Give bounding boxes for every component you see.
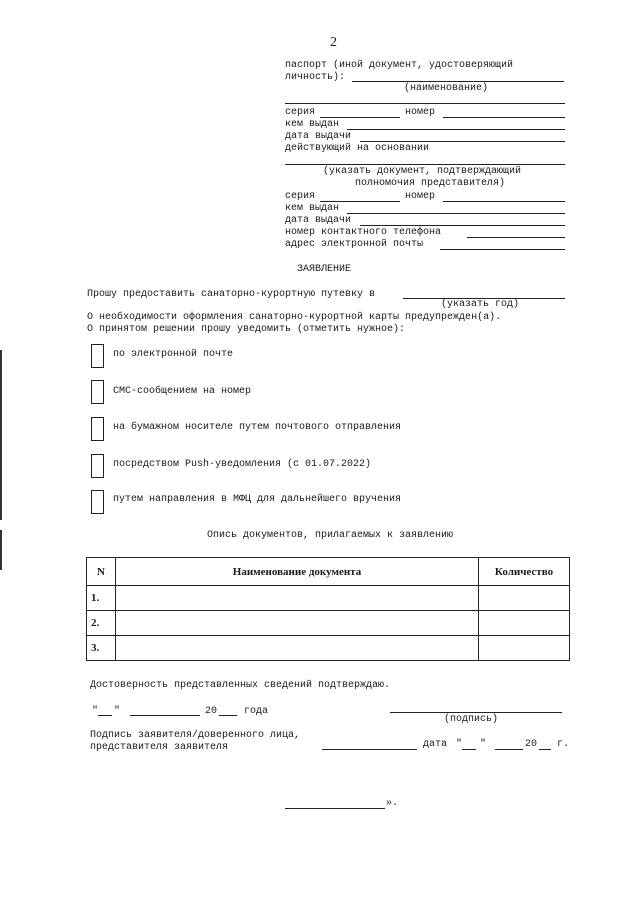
year-prefix: 20 xyxy=(205,706,218,717)
document-name-cell[interactable] xyxy=(116,636,479,661)
passport-issue-date-label: дата выдачи xyxy=(285,131,352,142)
representative-doc-hint: (указать документ, подтверждающий xyxy=(323,166,522,177)
signer-label-cont: представителя заявителя xyxy=(90,742,229,753)
year-hint: (указать год) xyxy=(441,299,520,310)
month-field[interactable] xyxy=(130,715,200,716)
date-year-field[interactable] xyxy=(539,749,551,750)
phone-field[interactable] xyxy=(467,237,565,238)
representative-issue-date-label: дата выдачи xyxy=(285,215,352,226)
scan-edge-mark xyxy=(0,530,2,570)
representative-issued-by-field[interactable] xyxy=(347,213,565,214)
passport-issued-by-field[interactable] xyxy=(347,129,565,130)
notify-push-checkbox[interactable] xyxy=(91,454,104,478)
representative-series-label: серия xyxy=(285,191,316,202)
day-field[interactable] xyxy=(98,715,112,716)
row-number: 2. xyxy=(87,611,116,636)
representative-number-label: номер xyxy=(405,191,436,202)
passport-extra-field[interactable] xyxy=(285,103,565,104)
notify-mail-checkbox[interactable] xyxy=(91,417,104,441)
notify-email-checkbox[interactable] xyxy=(91,344,104,368)
statement-title: ЗАЯВЛЕНИЕ xyxy=(297,264,352,275)
passport-number-label: номер xyxy=(405,107,436,118)
date-quote-close: " xyxy=(480,739,487,750)
date-quote-open: " xyxy=(456,739,463,750)
document-qty-cell[interactable] xyxy=(479,611,570,636)
notify-text: О принятом решении прошу уведомить (отметить нужное): xyxy=(87,324,406,335)
table-row xyxy=(87,586,570,611)
passport-series-field[interactable] xyxy=(320,117,400,118)
date-month-field[interactable] xyxy=(495,749,523,750)
date-day-field[interactable] xyxy=(462,749,476,750)
quote-close: " xyxy=(114,706,121,717)
date-year-suffix: г. xyxy=(557,739,570,750)
notify-sms-checkbox[interactable] xyxy=(91,380,104,404)
quote-open: " xyxy=(92,706,99,717)
header-qty: Количество xyxy=(479,558,570,586)
page-number: 2 xyxy=(330,35,337,50)
documents-title: Опись документов, прилагаемых к заявлению xyxy=(207,530,454,541)
closing-field[interactable] xyxy=(285,808,385,809)
warning-text: О необходимости оформления санаторно-курортной карты предупрежден(а). xyxy=(87,312,502,323)
notify-push-label: посредством Push-уведомления (с 01.07.2022) xyxy=(113,459,372,470)
closing-mark: ». xyxy=(386,798,399,809)
phone-label: номер контактного телефона xyxy=(285,227,442,238)
row-number: 1. xyxy=(87,586,116,611)
representative-number-field[interactable] xyxy=(443,201,565,202)
year-suffix-field[interactable] xyxy=(219,715,237,716)
representative-doc-hint-cont: полномочия представителя) xyxy=(355,178,506,189)
year-suffix: года xyxy=(244,706,269,717)
acting-basis-field[interactable] xyxy=(285,164,565,165)
signer-signature-field[interactable] xyxy=(322,749,417,750)
passport-label: паспорт (иной документ, удостоверяющий xyxy=(285,60,514,71)
representative-issued-by-label: кем выдан xyxy=(285,203,340,214)
acting-basis-label: действующий на основании xyxy=(285,143,430,154)
signature-hint: (подпись) xyxy=(444,714,499,725)
email-field[interactable] xyxy=(440,249,565,250)
request-text: Прошу предоставить санаторно-курортную путевку в xyxy=(87,289,376,300)
notify-mail-label: на бумажном носителе путем почтового отправления xyxy=(113,422,402,433)
passport-series-label: серия xyxy=(285,107,316,118)
passport-name-hint: (наименование) xyxy=(404,83,489,94)
table-header-row xyxy=(87,558,570,586)
signature-field[interactable] xyxy=(390,712,562,713)
document-name-cell[interactable] xyxy=(116,586,479,611)
row-number: 3. xyxy=(87,636,116,661)
date-year-prefix: 20 xyxy=(525,739,538,750)
passport-number-field[interactable] xyxy=(443,117,565,118)
passport-issue-date-field[interactable] xyxy=(360,141,565,142)
notify-email-label: по электронной почте xyxy=(113,349,234,360)
document-qty-cell[interactable] xyxy=(479,636,570,661)
document-name-cell[interactable] xyxy=(116,611,479,636)
notify-mfc-label: путем направления в МФЦ для дальнейшего вручения xyxy=(113,494,402,505)
passport-name-field[interactable] xyxy=(352,81,564,82)
passport-label-cont: личность): xyxy=(285,72,346,83)
notify-mfc-checkbox[interactable] xyxy=(91,490,104,514)
date-label: дата xyxy=(423,739,448,750)
signer-label: Подпись заявителя/доверенного лица, xyxy=(90,730,301,741)
representative-issue-date-field[interactable] xyxy=(360,225,565,226)
table-row xyxy=(87,636,570,661)
representative-series-field[interactable] xyxy=(320,201,400,202)
table-row xyxy=(87,611,570,636)
confirm-text: Достоверность представленных сведений подтверждаю. xyxy=(90,680,391,691)
document-qty-cell[interactable] xyxy=(479,586,570,611)
passport-issued-by-label: кем выдан xyxy=(285,119,340,130)
header-n: N xyxy=(87,558,116,586)
header-name: Наименование документа xyxy=(116,558,479,586)
email-label: адрес электронной почты xyxy=(285,239,424,250)
documents-table xyxy=(86,557,570,661)
scan-edge-mark xyxy=(0,350,2,520)
notify-sms-label: СМС-сообщением на номер xyxy=(113,386,252,397)
